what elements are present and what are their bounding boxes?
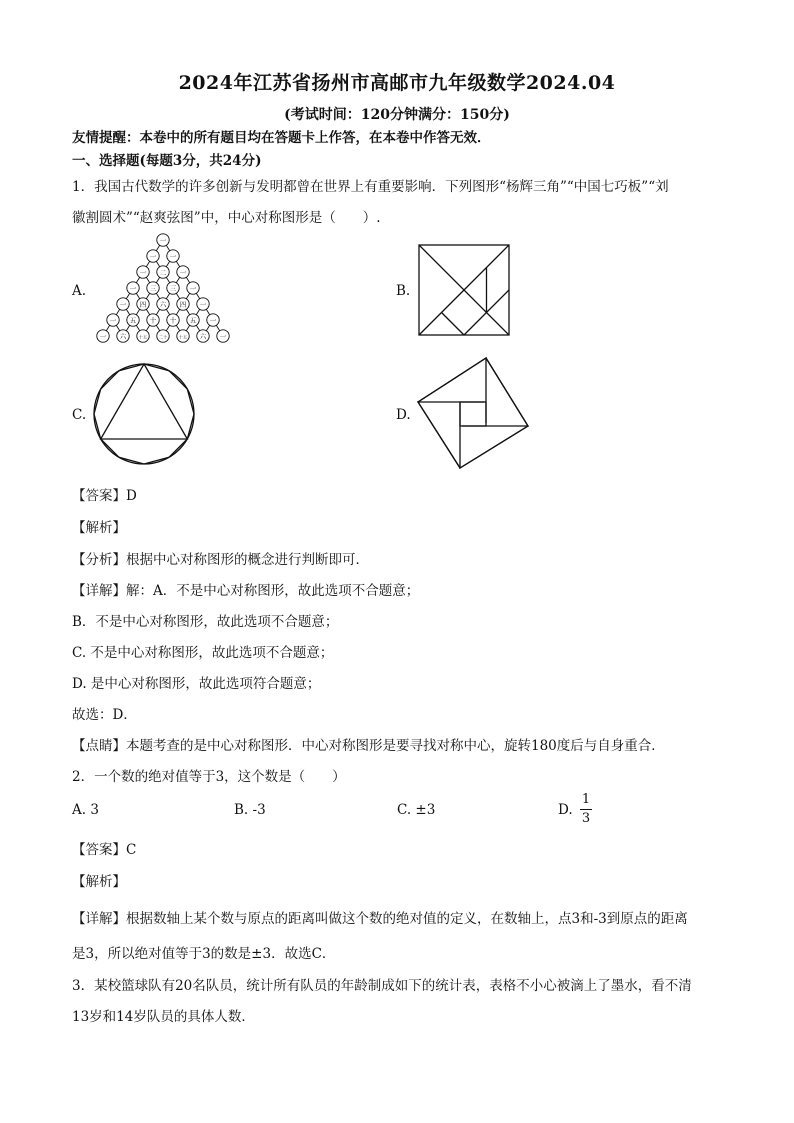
yanghui-node	[107, 314, 119, 326]
section-heading: 一、选择题(每题3分，共24分)	[72, 153, 262, 169]
dianjing-text: 本题考查的是中心对称图形．中心对称图形是要寻找对称中心，旋转180度后与自身重合．	[126, 738, 665, 754]
yanghui-node	[97, 330, 109, 342]
q1-option-b-label: B.	[396, 283, 411, 299]
yanghui-node-label: 一	[209, 316, 217, 325]
yanghui-triangle-figure	[88, 232, 238, 344]
yanghui-node-label: 十五	[178, 334, 188, 340]
yanghui-node-label: 一	[139, 268, 147, 277]
yanghui-node-label: 一	[169, 252, 177, 261]
yanghui-node	[207, 314, 219, 326]
answer-value: C	[126, 842, 137, 858]
yanghui-node	[157, 266, 169, 278]
yanghui-node	[177, 330, 189, 342]
yanghui-node	[117, 298, 129, 310]
yanghui-node	[187, 282, 199, 294]
fenxi-tag: 【分析】	[72, 552, 126, 568]
yanghui-node	[177, 298, 189, 310]
q3-stem-line1: 3．某校篮球队有20名队员，统计所有队员的年龄制成如下的统计表，表格不小心被滴上了墨水，看不清	[72, 978, 692, 994]
yanghui-node-label: 一	[119, 300, 127, 309]
dianjing-tag: 【点睛】	[72, 738, 126, 754]
yanghui-node	[157, 298, 169, 310]
q2-option-a: A. 3	[72, 802, 99, 818]
yanghui-node	[137, 330, 149, 342]
q2-xiangjie-1	[72, 907, 688, 927]
xiangjie-text: 解：A．不是中心对称图形，故此选项不合题意；	[126, 583, 420, 599]
q1-option-d-label: D.	[396, 407, 411, 423]
q1-option-c-label: C.	[72, 407, 87, 423]
q2-option-c: C. ±3	[397, 802, 436, 818]
answer-tag: 【答案】	[72, 488, 126, 504]
xiangjie-tag: 【详解】	[72, 583, 126, 599]
yanghui-node-label: 一	[129, 284, 137, 293]
yanghui-node	[157, 330, 169, 342]
q2-answer	[72, 838, 136, 858]
yanghui-node	[147, 282, 159, 294]
yanghui-node-label: 六	[159, 300, 167, 309]
q2-option-d-denominator: 3	[581, 811, 591, 826]
q1-xiangjie-4: D. 是中心对称图形，故此选项符合题意；	[72, 676, 321, 692]
q1-xiangjie-1	[72, 579, 419, 599]
yanghui-node	[217, 330, 229, 342]
yanghui-node	[137, 298, 149, 310]
q1-answer	[72, 484, 137, 504]
q1-dianjing	[72, 734, 665, 754]
yanghui-node	[127, 314, 139, 326]
yanghui-node	[147, 314, 159, 326]
q1-option-a-label: A.	[72, 283, 87, 299]
yanghui-node	[127, 282, 139, 294]
q1-fenxi	[72, 548, 369, 568]
yanghui-node	[177, 266, 189, 278]
yanghui-node-label: 一	[179, 268, 187, 277]
yanghui-node-label: 十	[149, 316, 157, 325]
zhao-shuang-figure	[416, 356, 532, 470]
yanghui-node-label: 一	[199, 300, 207, 309]
yanghui-node-label: 四	[179, 300, 187, 309]
q1-xiangjie-2: B．不是中心对称图形，故此选项不合题意；	[72, 614, 339, 630]
yanghui-node-label: 六	[199, 332, 207, 341]
xiangjie-text: 根据数轴上某个数与原点的距离叫做这个数的绝对值的定义，在数轴上，点3和-3到原点的距离	[126, 911, 688, 927]
yanghui-node	[157, 234, 169, 246]
q2-option-d-fraction-bar	[580, 809, 592, 810]
yanghui-node-label: 六	[119, 332, 127, 341]
yanghui-node-label: 三	[169, 284, 177, 293]
yanghui-node	[197, 298, 209, 310]
yanghui-node-label: 十	[169, 316, 177, 325]
yanghui-node-label: 一	[99, 332, 107, 341]
yanghui-node-label: 五	[189, 316, 197, 325]
page-title: 2024年江苏省扬州市高邮市九年级数学2024.04	[178, 72, 616, 94]
yanghui-node	[167, 282, 179, 294]
q2-xiangjie-2: 是3，所以绝对值等于3的数是±3．故选C．	[72, 946, 336, 962]
yanghui-node-label: 一	[159, 236, 167, 245]
exam-info: (考试时间：120分钟满分：150分)	[284, 107, 510, 123]
notice-text: 友情提醒：本卷中的所有题目均在答题卡上作答，在本卷中作答无效．	[72, 130, 491, 146]
q1-conclusion: 故选：D．	[72, 707, 137, 723]
yanghui-node	[117, 330, 129, 342]
yanghui-node-label: 三	[149, 284, 157, 293]
q3-stem-line2: 13岁和14岁队员的具体人数．	[72, 1009, 255, 1025]
answer-value: D	[126, 488, 137, 504]
q1-stem-line1: 1．我国古代数学的许多创新与发明都曾在世界上有重要影响．下列图形“杨辉三角”“中国七巧板”“刘	[72, 179, 669, 195]
xiangjie-tag: 【详解】	[72, 911, 126, 927]
answer-tag: 【答案】	[72, 842, 126, 858]
q2-analysis-tag: 【解析】	[72, 874, 126, 890]
yanghui-node	[147, 250, 159, 262]
yanghui-node	[137, 266, 149, 278]
yanghui-node-label: 一	[109, 316, 117, 325]
yanghui-node-label: 十五	[138, 334, 148, 340]
q2-option-d-numerator: 1	[581, 792, 591, 807]
q2-stem: 2．一个数的绝对值等于3，这个数是（ ）	[72, 769, 346, 785]
circle-cutting-figure	[92, 362, 196, 466]
yanghui-node-label: 二	[159, 268, 167, 277]
yanghui-node-label: 二十	[158, 334, 168, 340]
q2-option-b: B. -3	[234, 802, 266, 818]
q1-xiangjie-3: C. 不是中心对称图形，故此选项不合题意；	[72, 645, 334, 661]
yanghui-node-label: 一	[149, 252, 157, 261]
yanghui-node-label: 一	[219, 332, 227, 341]
yanghui-node-label: 五	[129, 316, 137, 325]
yanghui-node-label: 一	[189, 284, 197, 293]
q2-option-d: D.	[558, 802, 573, 818]
yanghui-node-label: 四	[139, 300, 147, 309]
yanghui-node	[197, 330, 209, 342]
fenxi-text: 根据中心对称图形的概念进行判断即可．	[126, 552, 369, 568]
yanghui-node	[167, 250, 179, 262]
q1-analysis-tag: 【解析】	[72, 520, 126, 536]
yanghui-node	[187, 314, 199, 326]
tangram-figure	[418, 244, 510, 336]
yanghui-node	[167, 314, 179, 326]
q1-stem-line2: 徽割圆术”“赵爽弦图”中，中心对称图形是（ ）.	[72, 210, 381, 226]
